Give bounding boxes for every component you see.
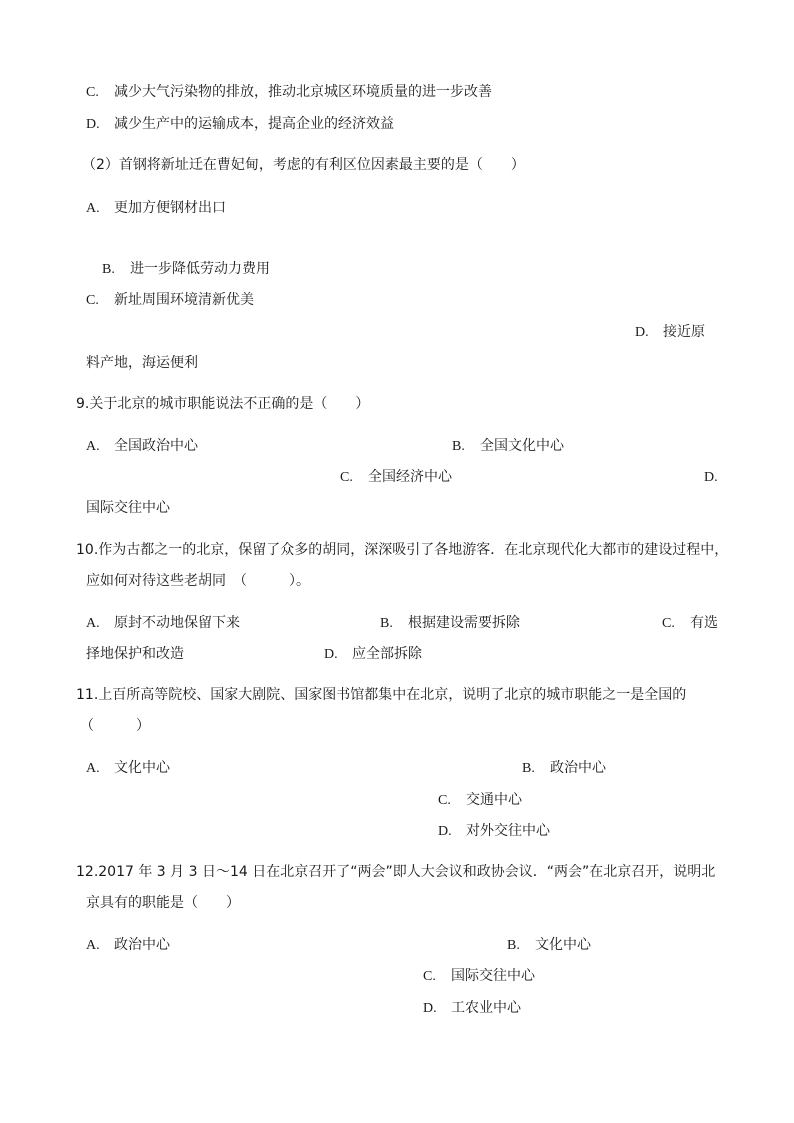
option-label: D.	[438, 824, 452, 839]
q8-option-c	[86, 82, 492, 102]
q10-option-c-cont: 择地保护和改造	[86, 646, 184, 662]
option-text: 进一步降低劳动力费用	[130, 261, 270, 277]
option-label: C.	[423, 969, 436, 984]
option-text: 全国经济中心	[368, 469, 452, 485]
option-text: 国际交往中心	[451, 968, 535, 984]
q8-sub2-option-d-cont: 料产地，海运便利	[86, 355, 198, 371]
q11-option-b	[522, 758, 606, 778]
option-label: B.	[102, 262, 115, 277]
q9-option-b	[452, 436, 564, 456]
q10-option-b	[380, 613, 520, 633]
option-label: C.	[340, 470, 353, 485]
option-text: 原封不动地保留下来	[114, 615, 240, 631]
option-label: C.	[86, 293, 99, 308]
option-text: 应全部拆除	[352, 646, 422, 662]
option-label: C.	[438, 793, 451, 808]
q8-sub2-option-d	[635, 322, 705, 342]
option-label: D.	[324, 647, 338, 662]
option-label: B.	[380, 616, 393, 631]
q10-stem-line1: 10.作为古都之一的北京，保留了众多的胡同，深深吸引了各地游客．在北京现代化大都市的建设过程中，	[76, 542, 729, 558]
q9-option-c	[340, 467, 452, 487]
option-label: D.	[86, 117, 100, 132]
q12-option-c	[423, 966, 535, 986]
option-text: 交通中心	[466, 792, 522, 808]
option-label: A.	[86, 201, 100, 216]
q9-option-d-cont: 国际交往中心	[86, 500, 170, 516]
option-text: 工农业中心	[451, 1000, 521, 1016]
option-label: A.	[86, 439, 100, 454]
q12-option-b	[507, 935, 591, 955]
option-text: 对外交往中心	[466, 823, 550, 839]
option-label: B.	[522, 761, 535, 776]
q8-sub2-stem: （2）首钢将新址迁在曹妃甸，考虑的有利区位因素最主要的是（ ）	[82, 157, 525, 173]
q8-sub2-option-c	[86, 290, 254, 310]
option-text: 新址周围环境清新优美	[114, 292, 254, 308]
option-text: 文化中心	[535, 937, 591, 953]
q12-stem-line1: 12.2017 年 3 月 3 日～14 日在北京召开了“两会”即人大会议和政协会议．“两会”在北京召开，说明北	[76, 864, 716, 880]
option-label: D.	[635, 325, 649, 340]
q12-stem-line2: 京具有的职能是（ ）	[86, 895, 240, 911]
option-label: C.	[662, 616, 675, 631]
q8-option-d	[86, 114, 394, 134]
option-text: 减少大气污染物的排放，推动北京城区环境质量的进一步改善	[114, 84, 492, 100]
q8-sub2-option-a	[86, 198, 226, 218]
option-text: 接近原	[663, 324, 705, 340]
q11-stem-line2: （ ）	[80, 718, 150, 734]
q10-option-d	[324, 644, 422, 664]
option-label: C.	[86, 85, 99, 100]
option-label: A.	[86, 616, 100, 631]
option-text: 政治中心	[114, 937, 170, 953]
q11-option-a	[86, 758, 170, 778]
q9-option-a	[86, 436, 198, 456]
q9-stem: 9.关于北京的城市职能说法不正确的是（ ）	[76, 396, 370, 412]
option-label: D.	[704, 470, 718, 485]
q9-option-d	[704, 467, 732, 487]
option-text: 全国政治中心	[114, 438, 198, 454]
option-text: 更加方便钢材出口	[114, 200, 226, 216]
option-text: 全国文化中心	[480, 438, 564, 454]
option-label: B.	[452, 439, 465, 454]
option-label: D.	[423, 1001, 437, 1016]
option-label: B.	[507, 938, 520, 953]
option-text: 根据建设需要拆除	[408, 615, 520, 631]
q11-option-d	[438, 821, 550, 841]
q8-sub2-option-b	[102, 259, 270, 279]
option-text: 有选	[690, 615, 718, 631]
q12-option-d	[423, 998, 521, 1018]
option-label: A.	[86, 761, 100, 776]
option-text: 减少生产中的运输成本，提高企业的经济效益	[114, 116, 394, 132]
option-label: A.	[86, 938, 100, 953]
q10-stem-line2: 应如何对待这些老胡同 （ ）。	[86, 573, 310, 589]
q11-option-c	[438, 790, 522, 810]
option-text: 政治中心	[550, 760, 606, 776]
q12-option-a	[86, 935, 170, 955]
q10-option-a	[86, 613, 240, 633]
q11-stem-line1: 11.上百所高等院校、国家大剧院、国家图书馆都集中在北京，说明了北京的城市职能之一是全国的	[76, 687, 687, 703]
q10-option-c	[662, 613, 718, 633]
option-text: 文化中心	[114, 760, 170, 776]
